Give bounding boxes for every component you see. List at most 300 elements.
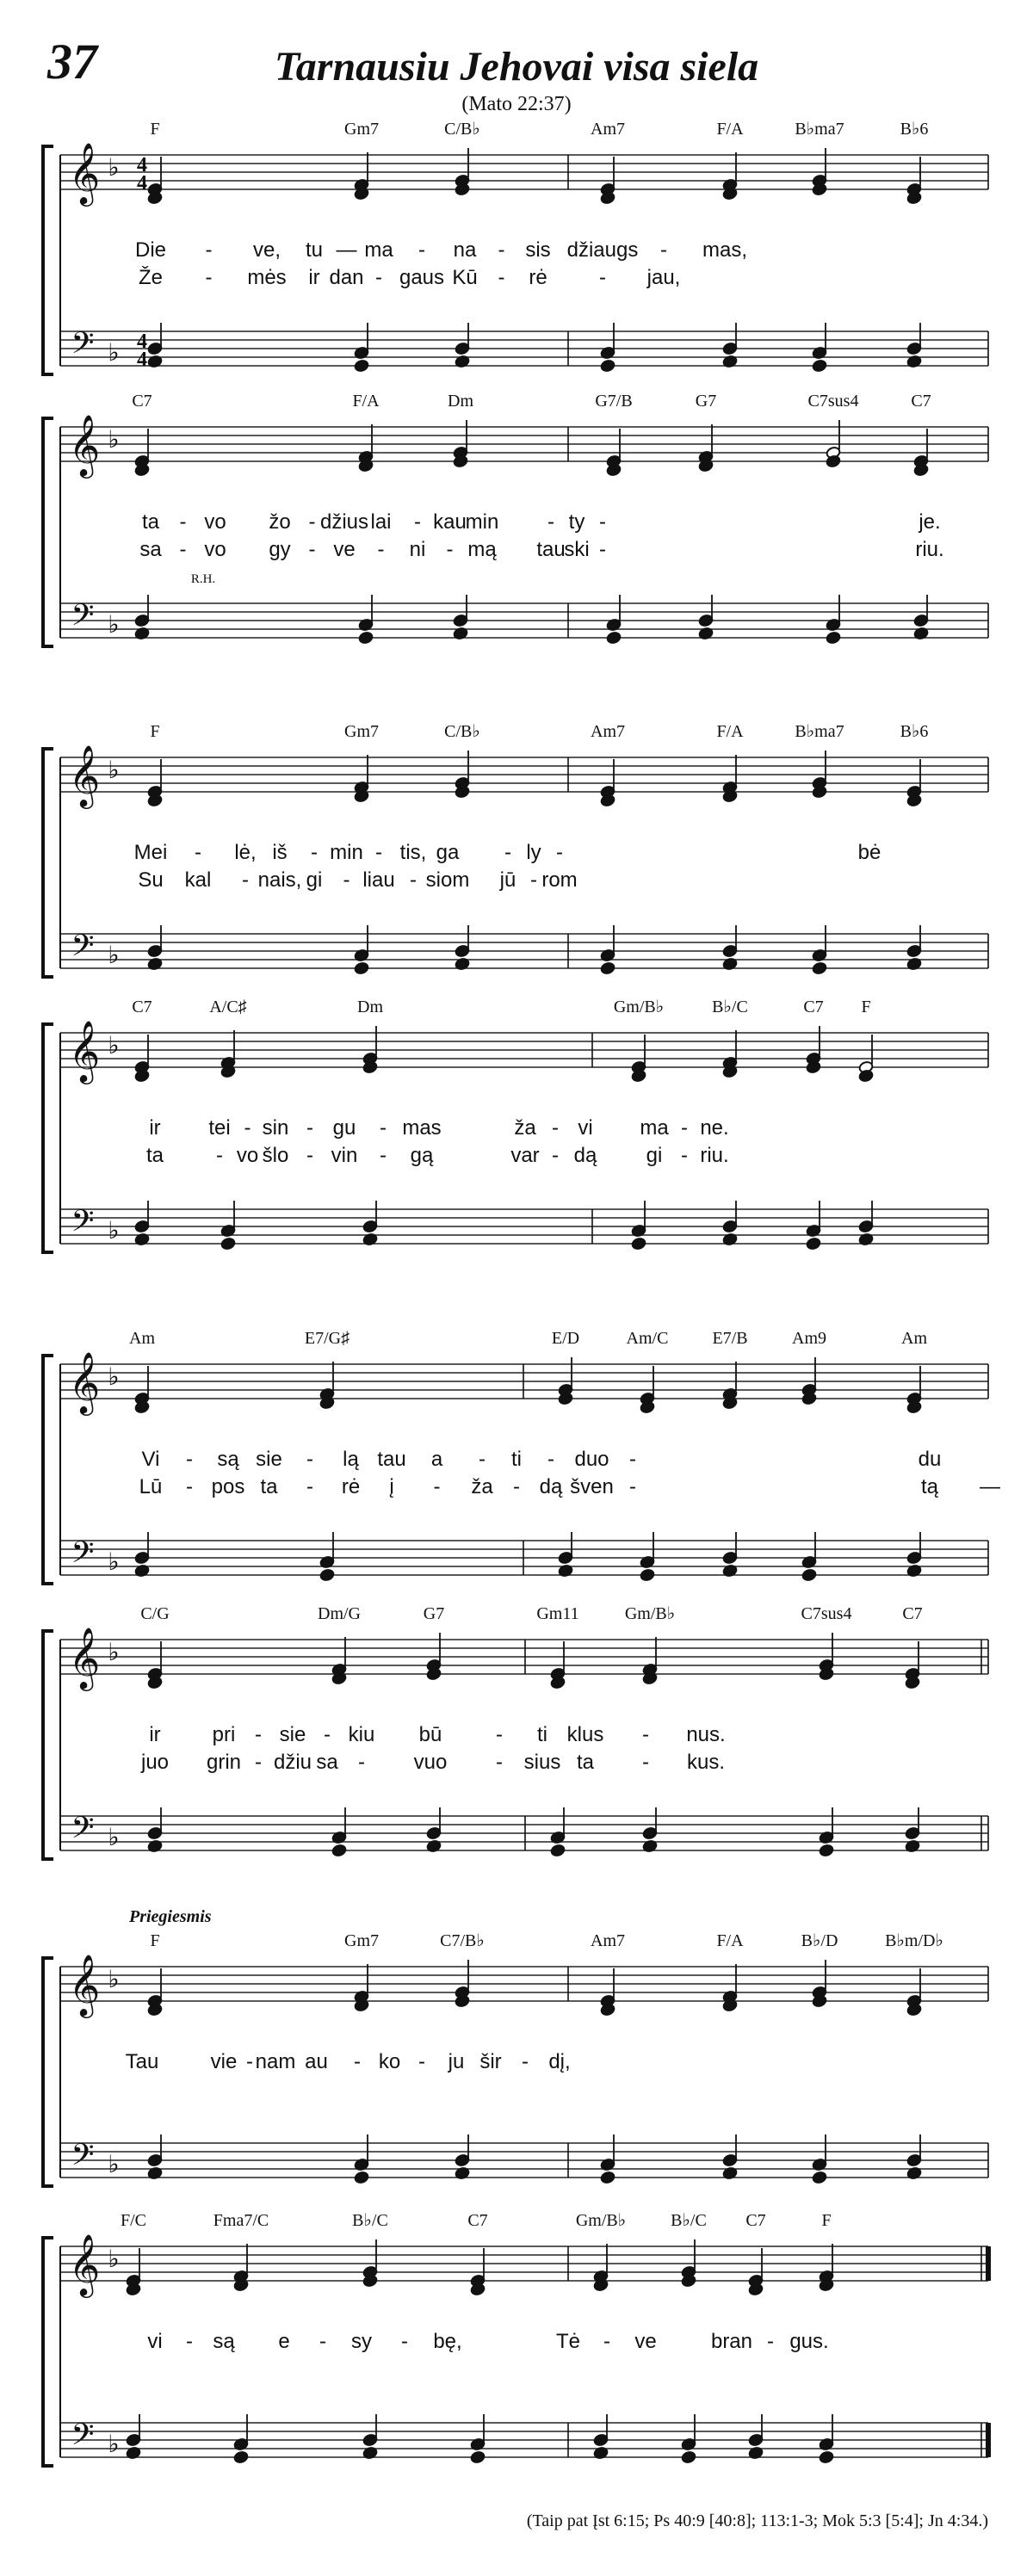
note-head <box>233 2450 249 2464</box>
chord-symbol: Am <box>129 1329 155 1348</box>
lyric-syllable: tau <box>377 1448 406 1471</box>
note-head <box>354 961 369 975</box>
chord-symbol: G7 <box>423 1604 445 1623</box>
chord-symbol: C/B♭ <box>444 120 480 139</box>
lyric-syllable: - <box>205 266 213 289</box>
lyric-syllable: dan <box>329 266 364 289</box>
chord-symbol: A/C♯ <box>209 998 247 1016</box>
song-title: Tarnausiu Jehovai visa siela <box>274 44 759 90</box>
flat-icon: ♭ <box>108 2152 120 2178</box>
chord-symbol: Gm7 <box>344 722 379 741</box>
chord-symbol: B♭/C <box>352 2211 388 2230</box>
lyric-syllable: - <box>504 841 511 864</box>
chord-symbol: C7 <box>132 392 152 411</box>
lyric-syllable: džiu <box>273 1751 312 1774</box>
system-2 <box>43 392 988 646</box>
lyric-syllable: min <box>330 841 363 864</box>
bass-clef-icon: 𝄢 <box>71 2140 95 2179</box>
lyric-syllable: gu <box>332 1116 356 1140</box>
chord-symbol: B♭ma7 <box>795 722 844 741</box>
chord-symbol: Am/C <box>626 1329 669 1348</box>
lyric-syllable: vo <box>204 510 226 534</box>
treble-clef-icon: 𝄞 <box>68 1354 101 1412</box>
lyric-syllable: liau <box>362 868 395 892</box>
time-signature-top: 4 <box>137 330 147 353</box>
chord-symbol: C7 <box>132 998 152 1016</box>
lyric-syllable: Kū <box>452 266 478 289</box>
lyric-syllable: - <box>306 1116 313 1140</box>
lyric-syllable: ski <box>564 538 590 561</box>
chord-symbol: C7/B♭ <box>440 1931 485 1950</box>
chord-symbol: C7 <box>803 998 824 1016</box>
lyric-syllable: var <box>510 1144 540 1167</box>
chord-symbol: C7 <box>902 1604 923 1623</box>
lyric-syllable: ve <box>634 2330 657 2353</box>
system-6 <box>43 1604 988 1859</box>
lyric-syllable: mas, <box>702 238 748 262</box>
bass-clef-icon: 𝄢 <box>71 1206 95 1245</box>
lyric-syllable: - <box>552 1144 559 1167</box>
lyric-syllable: bran <box>710 2330 753 2353</box>
chord-symbol: Dm/G <box>318 1604 361 1623</box>
flat-icon: ♭ <box>108 155 120 182</box>
lyric-syllable: - <box>179 510 187 534</box>
flat-icon: ♭ <box>108 612 120 639</box>
lyric-syllable: dą <box>539 1475 563 1498</box>
lyric-syllable: a <box>430 1448 443 1471</box>
time-signature-top: 4 <box>137 154 147 176</box>
lyric-syllable: - <box>556 841 563 864</box>
lyric-syllable: mas <box>402 1116 442 1140</box>
note-head <box>354 2171 369 2184</box>
lyric-syllable: rė <box>341 1475 361 1498</box>
lyric-syllable: riu. <box>915 538 944 561</box>
lyric-syllable: gaus <box>399 266 445 289</box>
lyric-syllable: juo <box>140 1751 170 1774</box>
chord-symbol: G7/B <box>595 392 633 411</box>
lyric-syllable: sa <box>139 538 162 561</box>
system-3 <box>43 722 988 977</box>
lyric-syllable: į <box>389 1475 394 1498</box>
lyric-syllable: ve <box>333 538 356 561</box>
lyric-syllable: vie <box>210 2050 238 2073</box>
treble-clef-icon: 𝄞 <box>68 2236 101 2295</box>
lyric-syllable: tau <box>536 538 566 561</box>
lyric-syllable: kau <box>433 510 467 534</box>
lyric-syllable: - <box>767 2330 774 2353</box>
lyric-syllable: sius <box>523 1751 561 1774</box>
lyric-syllable: - <box>377 538 385 561</box>
treble-clef-icon: 𝄞 <box>68 145 101 203</box>
bass-clef-icon: 𝄢 <box>71 600 95 639</box>
lyric-syllable: - <box>380 1116 387 1140</box>
lyric-syllable: - <box>414 510 421 534</box>
lyric-syllable: vi <box>147 2330 163 2353</box>
lyric-syllable: - <box>186 1475 193 1498</box>
chord-symbol: F/A <box>352 392 380 411</box>
lyric-syllable: - <box>306 1448 313 1471</box>
lyric-syllable: - <box>306 1475 313 1498</box>
note-head <box>600 359 615 373</box>
chord-symbol: Gm7 <box>344 120 379 139</box>
lyric-syllable: Tau <box>125 2050 159 2073</box>
system-7 <box>43 1907 988 2186</box>
lyric-syllable: - <box>308 538 316 561</box>
chord-symbol: B♭/C <box>671 2211 707 2230</box>
note-head <box>354 359 369 373</box>
lyric-syllable: - <box>205 238 213 262</box>
lyric-syllable: - <box>547 1448 554 1471</box>
chord-symbol: Am <box>901 1329 927 1348</box>
lyric-syllable: ti <box>537 1723 547 1746</box>
flat-icon: ♭ <box>108 1218 120 1245</box>
note-head <box>319 1568 335 1582</box>
system-bracket <box>43 418 53 646</box>
chord-symbol: Am9 <box>792 1329 826 1348</box>
lyric-syllable: bę, <box>433 2330 462 2353</box>
lyric-syllable: lai <box>370 510 392 534</box>
system-bracket <box>43 1024 53 1252</box>
time-signature-bottom: 4 <box>137 172 147 195</box>
chord-symbol: F <box>150 120 160 139</box>
chord-symbol: F <box>150 722 160 741</box>
lyric-syllable: - <box>358 1751 365 1774</box>
system-bracket <box>43 1356 53 1584</box>
chord-symbol: C7sus4 <box>801 1604 852 1623</box>
chord-symbol: G7 <box>695 392 717 411</box>
chord-symbol: B♭6 <box>900 722 929 741</box>
lyric-syllable: Že <box>138 266 164 289</box>
lyric-syllable: - <box>599 510 606 534</box>
lyric-syllable: - <box>603 2330 610 2353</box>
lyric-syllable: sie <box>256 1448 282 1471</box>
lyric-syllable: tis, <box>399 841 427 864</box>
chord-symbol: C/B♭ <box>444 722 480 741</box>
system-1 <box>43 120 988 374</box>
lyric-syllable: tei <box>208 1116 231 1140</box>
song-number: 37 <box>47 34 97 90</box>
flat-icon: ♭ <box>108 942 120 969</box>
note-head <box>600 2171 615 2184</box>
lyric-syllable: e <box>278 2330 290 2353</box>
lyric-syllable: ti <box>511 1448 522 1471</box>
lyric-syllable: ni <box>409 538 426 561</box>
lyric-syllable: ta <box>141 510 160 534</box>
lyric-syllable: — <box>980 1475 1000 1498</box>
chord-symbol: F <box>861 998 871 1016</box>
lyric-syllable: riu. <box>700 1144 729 1167</box>
lyric-syllable: džius <box>319 510 369 534</box>
lyric-syllable: kal <box>184 868 212 892</box>
chord-symbol: F/A <box>716 1931 744 1950</box>
lyric-syllable: ža <box>471 1475 493 1498</box>
lyric-syllable: sa <box>316 1751 338 1774</box>
system-bracket <box>43 1958 53 2186</box>
lyric-syllable: lą <box>343 1448 359 1471</box>
lyric-syllable: je. <box>919 510 941 534</box>
lyric-syllable: - <box>552 1116 559 1140</box>
note-head <box>358 631 374 645</box>
note-head <box>812 961 827 975</box>
flat-icon: ♭ <box>108 1549 120 1576</box>
lyric-syllable: - <box>498 266 505 289</box>
chord-symbol: F/A <box>716 120 744 139</box>
chord-symbol: Gm/B♭ <box>613 998 665 1016</box>
lyric-syllable: au <box>305 2050 328 2073</box>
lyric-syllable: - <box>308 510 316 534</box>
lyric-syllable: gus. <box>789 2330 829 2353</box>
chord-symbol: Gm/B♭ <box>575 2211 627 2230</box>
lyric-syllable: mą <box>467 538 497 561</box>
lyric-syllable: gi <box>646 1144 663 1167</box>
lyric-syllable: mės <box>247 266 287 289</box>
lyric-syllable: - <box>179 538 187 561</box>
chord-symbol: Am7 <box>591 120 625 139</box>
lyric-syllable: ta <box>260 1475 278 1498</box>
lyric-syllable: - <box>496 1723 503 1746</box>
lyric-syllable: siom <box>425 868 470 892</box>
chord-symbol: B♭6 <box>900 120 929 139</box>
note-head <box>331 1844 347 1857</box>
time-signature-bottom: 4 <box>137 349 147 371</box>
lyric-syllable: bė <box>857 841 881 864</box>
lyric-syllable: džiaugs <box>566 238 639 262</box>
lyric-syllable: šven <box>570 1475 614 1498</box>
note-head <box>681 2450 696 2464</box>
treble-clef-icon: 𝄞 <box>68 747 101 806</box>
lyric-syllable: - <box>255 1751 262 1774</box>
system-bracket <box>43 749 53 977</box>
lyric-syllable: lė, <box>234 841 257 864</box>
note-head <box>220 1237 236 1251</box>
lyric-syllable: šlo <box>262 1144 289 1167</box>
chord-symbol: Dm <box>448 392 473 411</box>
lyric-syllable: rom <box>541 868 578 892</box>
lyric-syllable: iš <box>272 841 288 864</box>
lyric-syllable: gy <box>269 538 291 561</box>
lyric-syllable: pos <box>211 1475 245 1498</box>
chord-symbol: E/D <box>551 1329 580 1348</box>
lyric-syllable: vin <box>331 1144 358 1167</box>
lyric-syllable: grin <box>206 1751 242 1774</box>
chord-symbol: Am7 <box>591 1931 625 1950</box>
lyric-syllable: - <box>522 2050 529 2073</box>
lyric-syllable: jū <box>499 868 516 892</box>
lyric-syllable: ta <box>576 1751 595 1774</box>
lyric-syllable: - <box>319 2330 326 2353</box>
lyric-syllable: - <box>418 2050 425 2073</box>
bass-clef-icon: 𝄢 <box>71 1813 95 1852</box>
lyric-syllable: sie <box>279 1723 306 1746</box>
lyric-syllable: Lū <box>139 1475 163 1498</box>
system-5 <box>43 1329 1000 1584</box>
lyric-syllable: - <box>660 238 667 262</box>
lyric-syllable: nus. <box>686 1723 726 1746</box>
chord-symbol: F/C <box>120 2211 147 2230</box>
lyric-syllable: vo <box>204 538 226 561</box>
lyric-syllable: vuo <box>413 1751 448 1774</box>
treble-clef-icon: 𝄞 <box>68 1022 101 1081</box>
lyric-syllable: gą <box>410 1144 434 1167</box>
lyric-syllable: - <box>246 2050 253 2073</box>
lyric-syllable: duo <box>574 1448 609 1471</box>
lyric-syllable: ir <box>149 1116 161 1140</box>
chord-symbol: Gm/B♭ <box>624 1604 676 1623</box>
lyric-syllable: gi <box>306 868 323 892</box>
lyric-syllable: - <box>311 841 318 864</box>
lyric-syllable: ty <box>568 510 585 534</box>
lyric-syllable: ža <box>514 1116 536 1140</box>
chord-symbol: Dm <box>357 998 383 1016</box>
system-bracket <box>43 146 53 374</box>
section-label: Priegiesmis <box>129 1907 212 1926</box>
lyric-syllable: Vi <box>141 1448 160 1471</box>
system-8 <box>43 2211 988 2466</box>
flat-icon: ♭ <box>108 2246 120 2273</box>
lyric-syllable: dį, <box>548 2050 571 2073</box>
chord-symbol: C/G <box>140 1604 170 1623</box>
system-bracket <box>43 2238 53 2466</box>
chord-symbol: F/A <box>716 722 744 741</box>
lyric-syllable: Su <box>138 868 164 892</box>
note-head <box>801 1568 817 1582</box>
lyric-syllable: tu <box>305 238 324 262</box>
lyric-syllable: Tė <box>555 2330 581 2353</box>
lyric-syllable: - <box>642 1723 649 1746</box>
lyric-syllable: - <box>547 510 554 534</box>
rh-marking: R.H. <box>190 572 216 586</box>
lyric-syllable: na <box>453 238 477 262</box>
flat-icon: ♭ <box>108 1967 120 1993</box>
lyric-syllable: - <box>513 1475 520 1498</box>
lyric-syllable: - <box>629 1475 636 1498</box>
lyric-syllable: vi <box>578 1116 593 1140</box>
chord-symbol: F <box>821 2211 832 2230</box>
chord-symbol: F <box>150 1931 160 1950</box>
lyric-syllable: - <box>255 1723 262 1746</box>
lyric-syllable: - <box>216 1144 223 1167</box>
lyric-syllable: nais, <box>257 868 302 892</box>
lyric-syllable: - <box>324 1723 331 1746</box>
note-head <box>470 2450 486 2464</box>
treble-clef-icon: 𝄞 <box>68 417 101 475</box>
lyric-syllable: kiu <box>348 1723 375 1746</box>
lyric-syllable: - <box>446 538 454 561</box>
system-4 <box>43 998 988 1252</box>
lyric-syllable: - <box>599 538 606 561</box>
chord-symbol: B♭/C <box>712 998 748 1016</box>
treble-clef-icon: 𝄞 <box>68 1956 101 2015</box>
lyric-syllable: klus <box>566 1723 604 1746</box>
lyric-syllable: ta <box>145 1144 164 1167</box>
bass-clef-icon: 𝄢 <box>71 2419 95 2459</box>
note-head <box>819 2450 834 2464</box>
note-head <box>819 1844 834 1857</box>
lyric-syllable: dą <box>573 1144 597 1167</box>
chord-symbol: B♭m/D♭ <box>885 1931 943 1950</box>
lyric-syllable: bū <box>418 1723 442 1746</box>
lyric-syllable: - <box>642 1751 649 1774</box>
lyric-syllable: - <box>496 1751 503 1774</box>
lyric-syllable: - <box>418 238 425 262</box>
lyric-syllable: Mei <box>133 841 168 864</box>
lyric-syllable: - <box>354 2050 361 2073</box>
flat-icon: ♭ <box>108 1033 120 1059</box>
lyric-syllable: - <box>195 841 201 864</box>
lyric-syllable: ju <box>448 2050 465 2073</box>
lyric-syllable: ly <box>526 841 541 864</box>
system-bracket <box>43 1631 53 1859</box>
lyric-syllable: - <box>306 1144 313 1167</box>
scripture-reference: (Mato 22:37) <box>461 93 572 115</box>
flat-icon: ♭ <box>108 757 120 784</box>
note-head <box>812 359 827 373</box>
lyric-syllable: tą <box>920 1475 939 1498</box>
lyric-syllable: nam <box>255 2050 296 2073</box>
chord-symbol: B♭/D <box>801 1931 838 1950</box>
note-head <box>806 1237 821 1251</box>
lyric-syllable: ma <box>364 238 393 262</box>
bass-clef-icon: 𝄢 <box>71 1537 95 1577</box>
lyric-syllable: - <box>401 2330 408 2353</box>
lyric-syllable: - <box>242 868 249 892</box>
lyric-syllable: ne. <box>700 1116 729 1140</box>
lyric-syllable: sy <box>351 2330 372 2353</box>
chord-symbol: Am7 <box>591 722 625 741</box>
lyric-syllable: min <box>465 510 499 534</box>
note-head <box>600 961 615 975</box>
lyric-syllable: kus. <box>686 1751 726 1774</box>
flat-icon: ♭ <box>108 340 120 367</box>
lyric-syllable: - <box>433 1475 441 1498</box>
lyric-syllable: ga <box>436 841 460 864</box>
lyric-syllable: vo <box>236 1144 259 1167</box>
lyric-syllable: jau, <box>646 266 681 289</box>
lyric-syllable: - <box>681 1144 688 1167</box>
flat-icon: ♭ <box>108 427 120 454</box>
chord-symbol: C7 <box>911 392 931 411</box>
lyric-syllable: - <box>244 1116 251 1140</box>
lyric-syllable: - <box>186 1448 193 1471</box>
chord-symbol: C7 <box>745 2211 766 2230</box>
note-head <box>550 1844 566 1857</box>
lyric-syllable: - <box>410 868 417 892</box>
note-head <box>812 2171 827 2184</box>
lyric-syllable: šir <box>479 2050 502 2073</box>
chord-symbol: E7/G♯ <box>304 1329 350 1348</box>
lyric-syllable: - <box>681 1116 688 1140</box>
lyric-syllable: ko <box>378 2050 401 2073</box>
lyric-syllable: - <box>530 868 537 892</box>
lyric-syllable: pri <box>212 1723 236 1746</box>
lyric-syllable: są <box>213 2330 235 2353</box>
lyric-syllable: ma <box>640 1116 669 1140</box>
flat-icon: ♭ <box>108 1825 120 1851</box>
lyric-syllable: - <box>343 868 350 892</box>
chord-symbol: Gm7 <box>344 1931 379 1950</box>
chord-symbol: E7/B <box>712 1329 748 1348</box>
lyric-syllable: ve, <box>252 238 281 262</box>
lyric-syllable: ir <box>149 1723 161 1746</box>
lyric-syllable: - <box>375 841 382 864</box>
lyric-syllable: - <box>186 2330 193 2353</box>
chord-symbol: Gm11 <box>536 1604 579 1623</box>
lyric-syllable: - <box>375 266 382 289</box>
note-head <box>631 1237 646 1251</box>
flat-icon: ♭ <box>108 1640 120 1666</box>
note-head <box>640 1568 655 1582</box>
lyric-syllable: sis <box>525 238 551 262</box>
